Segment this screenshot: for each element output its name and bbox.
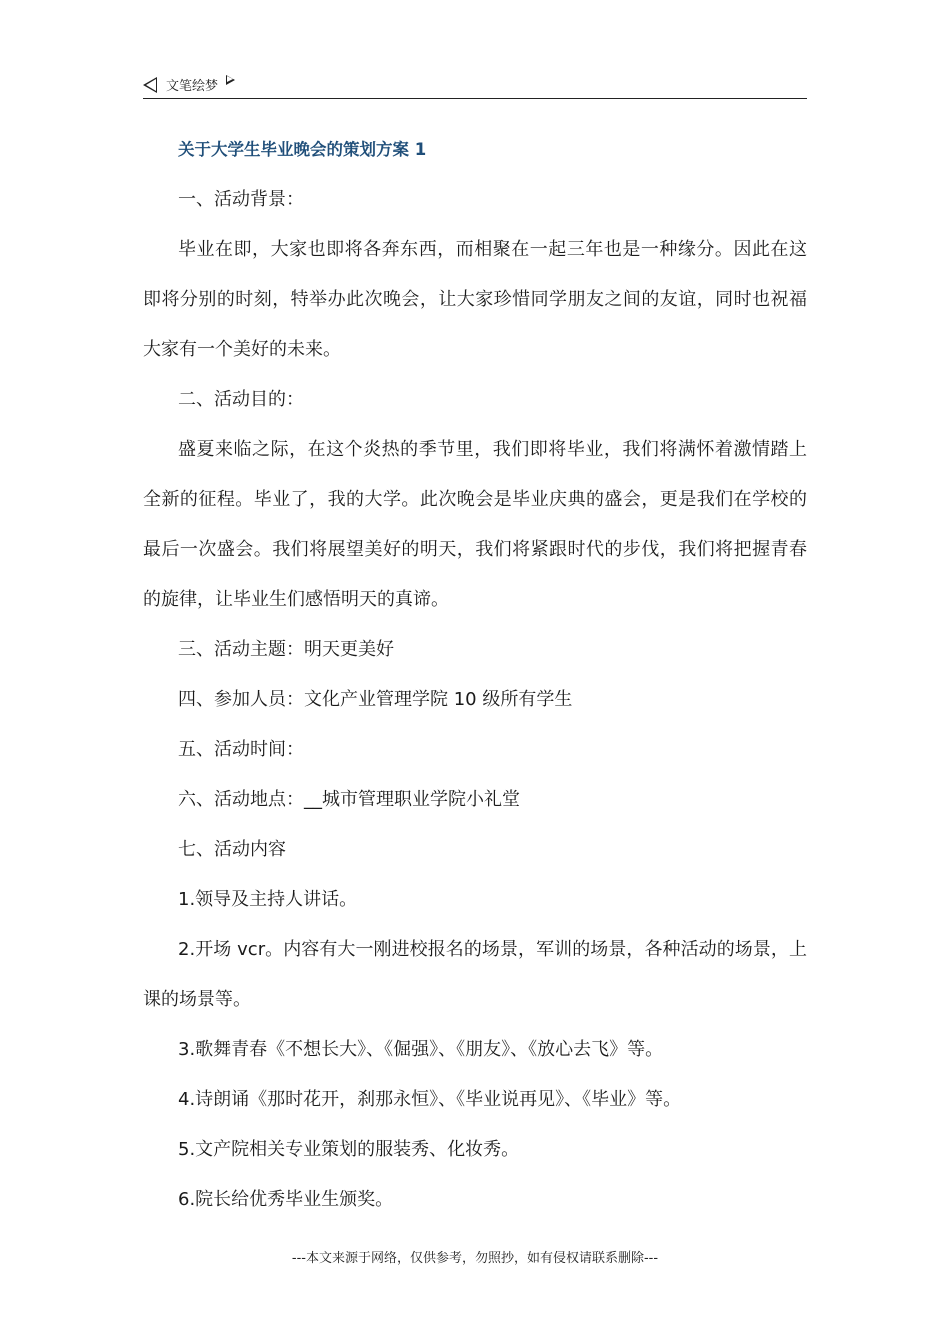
page-header: [143, 72, 807, 99]
document-body: [143, 125, 807, 1225]
document-title: 关于大学生毕业晚会的策划方案 1: [178, 140, 427, 159]
section-time: 五、活动时间：: [178, 739, 304, 760]
section-heading-content: 七、活动内容: [178, 839, 286, 860]
brand-name: 文笔绘梦: [166, 79, 219, 94]
list-item: 4.诗朗诵《那时花开，刹那永恒》、《毕业说再见》、《毕业》等。: [178, 1089, 682, 1110]
list-item: 2.开场 vcr。内容有大一刚进校报名的场景，军训的场景，各种活动的场景，上课的场景等。: [143, 939, 807, 1010]
right-triangle-icon: [226, 75, 235, 85]
header-brand-group: [143, 75, 235, 94]
list-item: 1.领导及主持人讲话。: [178, 889, 358, 910]
paragraph-background: 毕业在即，大家也即将各奔东西，而相聚在一起三年也是一种缘分。因此在这即将分别的时刻，特举办此次晚会，让大家珍惜同学朋友之间的友谊，同时也祝福大家有一个美好的未来。: [143, 239, 807, 360]
section-theme: 三、活动主题：明天更美好: [178, 639, 394, 660]
section-heading-background: 一、活动背景：: [178, 189, 304, 210]
list-item: 3.歌舞青春《不想长大》、《倔强》、《朋友》、《放心去飞》等。: [178, 1039, 664, 1060]
left-triangle-icon: [143, 77, 157, 93]
page-footer-disclaimer: ---本文来源于网络，仅供参考，勿照抄，如有侵权请联系删除---: [291, 1251, 659, 1266]
section-heading-purpose: 二、活动目的：: [178, 389, 304, 410]
paragraph-purpose: 盛夏来临之际，在这个炎热的季节里，我们即将毕业，我们将满怀着激情踏上全新的征程。毕业了，我的大学。此次晚会是毕业庆典的盛会，更是我们在学校的最后一次盛会。我们将展望美好的明天，我们将紧跟时代的步伐，我们将把握青春的旋律，让毕业生们感悟明天的真谛。: [143, 439, 807, 610]
section-location: 六、活动地点：__城市管理职业学院小礼堂: [178, 789, 520, 810]
list-item: 6.院长给优秀毕业生颁奖。: [178, 1189, 394, 1210]
section-participants: 四、参加人员：文化产业管理学院 10 级所有学生: [178, 689, 573, 710]
list-item: 5.文产院相关专业策划的服装秀、化妆秀。: [178, 1139, 520, 1160]
